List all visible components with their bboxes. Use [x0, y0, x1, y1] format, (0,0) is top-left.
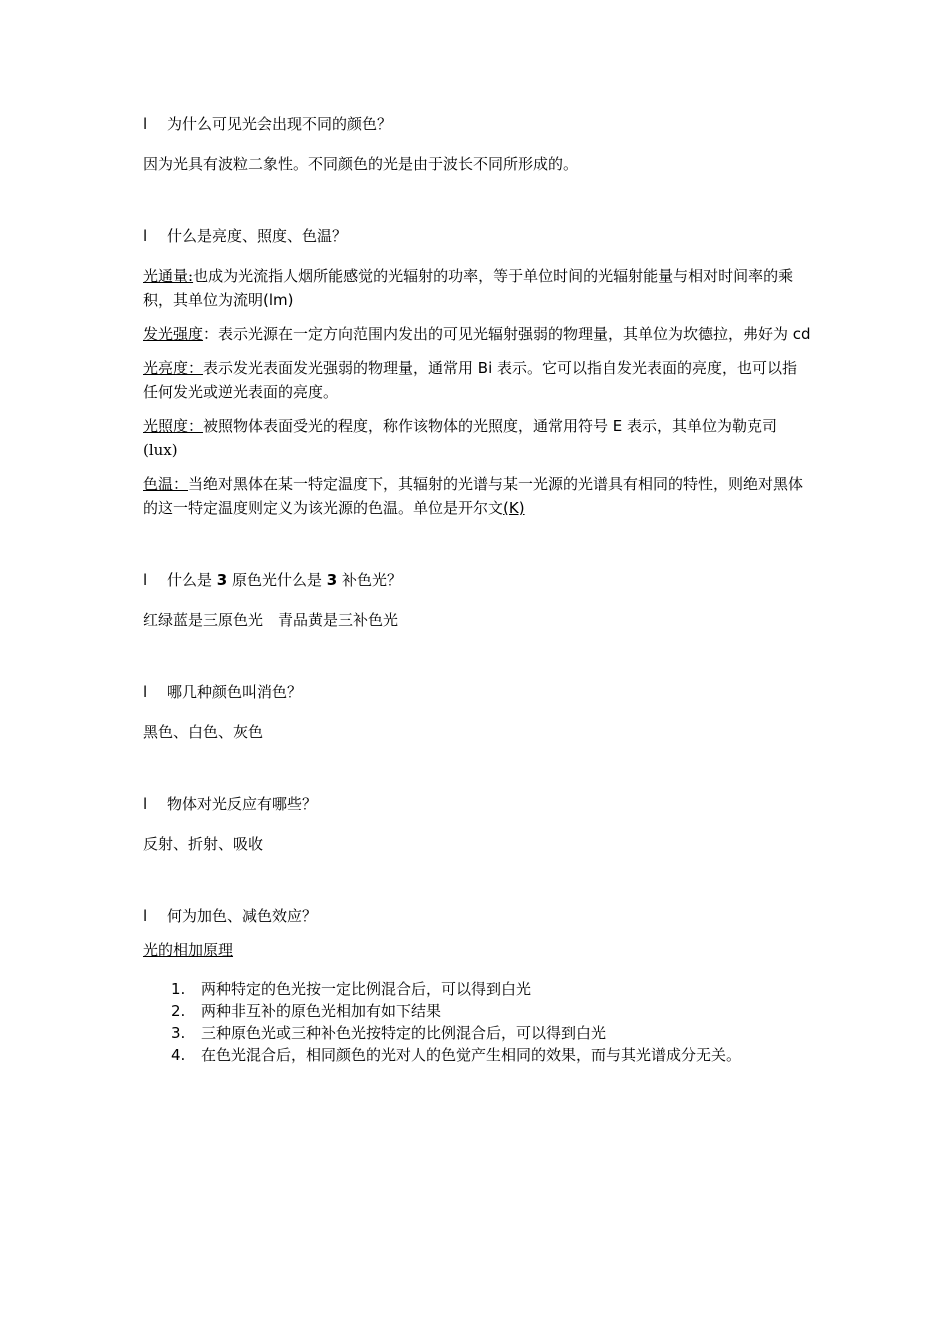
- definition-illuminance: [143, 414, 811, 462]
- definition-text: 被照物体表面受光的程度，称作该物体的光照度，通常用符号: [203, 417, 613, 435]
- definition-text-continued: 表示。它可以指自发光表面的亮度，也可以指任何发光或逆光表面的亮度。: [143, 359, 798, 401]
- definition-text: ：表示光源在一定方向范围内发出的可见光辐射强弱的物理量，其单位为坎德拉，弗好为: [203, 325, 793, 343]
- definition-luminous-intensity: [143, 322, 811, 346]
- definition-text: 表示发光表面发光强弱的物理量，通常用: [203, 359, 478, 377]
- unit-text: Bi: [477, 359, 493, 377]
- answer-4: 黑色、白色、灰色: [143, 723, 264, 741]
- answer-3: 红绿蓝是三原色光 青品黄是三补色光: [143, 611, 399, 629]
- unit-text: E: [612, 417, 623, 435]
- list-item: [171, 1044, 811, 1066]
- list-item: [171, 978, 811, 1000]
- question-4: [143, 680, 811, 704]
- question-2: [143, 224, 811, 248]
- answer-5: 反射、折射、吸收: [143, 835, 264, 853]
- definition-text: 也成为光流指人烟所能感觉的光辐射的功率，等于单位时间的光辐射能量与相对时间率的乘积，其单位为流明: [143, 267, 794, 309]
- list-number: 2.: [171, 1002, 186, 1020]
- definition-luminance: [143, 356, 811, 404]
- question-6: [143, 904, 811, 928]
- list-item: [171, 1022, 811, 1044]
- question-text: 什么是: [167, 571, 217, 589]
- numbered-list: [143, 978, 811, 1066]
- unit-text: (lm): [263, 291, 294, 309]
- bullet-marker: l: [143, 571, 148, 589]
- answer-1: 因为光具有波粒二象性。不同颜色的光是由于波长不同所形成的。: [143, 155, 579, 173]
- question-text: 何为加色、减色效应？: [167, 907, 318, 925]
- question-text: 什么是亮度、照度、色温？: [167, 227, 348, 245]
- question-text: 为什么可见光会出现不同的颜色？: [167, 115, 393, 133]
- list-item-text: 两种特定的色光按一定比例混合后，可以得到白光: [201, 980, 532, 998]
- list-item-text: 在色光混合后，相同颜色的光对人的色觉产生相同的效果，而与其光谱成分无关。: [201, 1046, 742, 1064]
- definition-color-temperature: [143, 472, 811, 520]
- definition-luminous-flux: [143, 264, 811, 312]
- definition-text-continued: 表示，其单位为勒克司(lux): [143, 417, 778, 459]
- unit-text: (K): [503, 499, 525, 517]
- question-text: 物体对光反应有哪些？: [167, 795, 318, 813]
- list-number: 3.: [171, 1024, 186, 1042]
- question-text: 哪几种颜色叫消色？: [167, 683, 303, 701]
- bullet-marker: l: [143, 907, 148, 925]
- term-label: 光照度：: [143, 417, 204, 435]
- subheading: 光的相加原理: [143, 941, 234, 959]
- list-item-text: 两种非互补的原色光相加有如下结果: [201, 1002, 442, 1020]
- document-body: [143, 112, 811, 1066]
- list-item: [171, 1000, 811, 1022]
- question-1: [143, 112, 811, 136]
- term-label: 光亮度：: [143, 359, 204, 377]
- question-3: [143, 568, 811, 592]
- list-item-text: 三种原色光或三种补色光按特定的比例混合后，可以得到白光: [201, 1024, 607, 1042]
- bullet-marker: l: [143, 795, 148, 813]
- list-number: 1.: [171, 980, 186, 998]
- number-text: 3: [216, 571, 228, 589]
- bullet-marker: l: [143, 115, 148, 133]
- term-label: 光通量:: [143, 267, 194, 285]
- bullet-marker: l: [143, 683, 148, 701]
- term-label: 色温：: [143, 475, 189, 493]
- question-5: [143, 792, 811, 816]
- list-number: 4.: [171, 1046, 186, 1064]
- unit-text: cd: [792, 325, 811, 343]
- term-label: 发光强度: [143, 325, 204, 343]
- question-text: 补色光？: [337, 571, 402, 589]
- number-text: 3: [326, 571, 338, 589]
- bullet-marker: l: [143, 227, 148, 245]
- question-text: 原色光什么是: [227, 571, 327, 589]
- definition-text: 当绝对黑体在某一特定温度下，其辐射的光谱与某一光源的光谱具有相同的特性，则绝对黑体的这一特定温度则定义为该光源的色温。单位是开尔文: [143, 475, 804, 517]
